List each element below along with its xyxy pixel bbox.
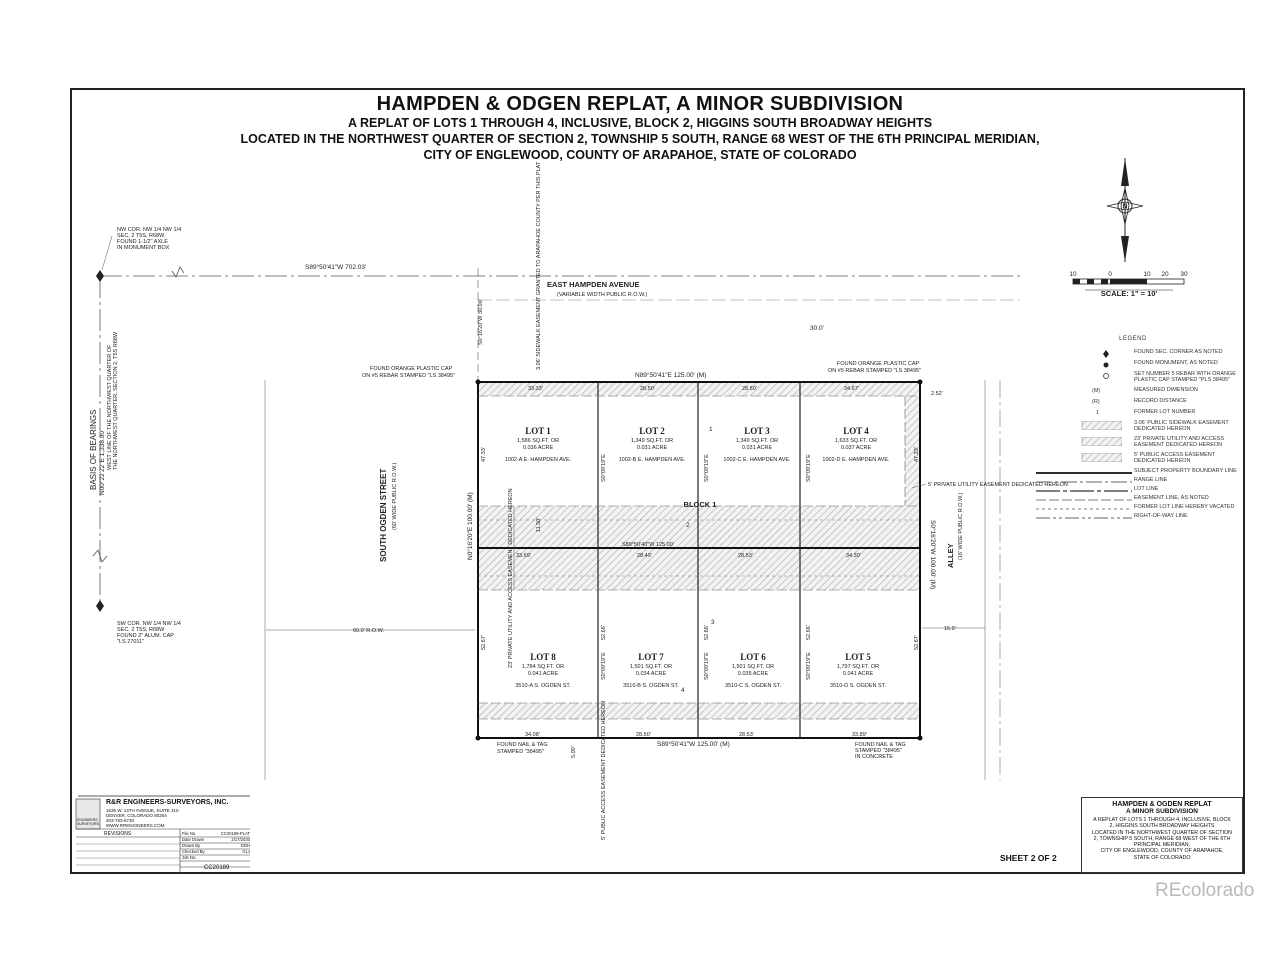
ne-cap-note: [828, 361, 921, 374]
middle-gap-dim: 11.50': [536, 517, 542, 532]
watermark-logo: REcolorado: [1155, 880, 1255, 901]
utility-easement-note: [508, 488, 514, 668]
scale-bar: [1069, 271, 1188, 298]
legend-row: EASEMENT LINE, AS NOTED: [1028, 494, 1238, 503]
public-access-south-note: [601, 701, 607, 840]
legend-title: LEGEND: [1119, 336, 1147, 342]
mid-segment-2: 28.49': [637, 553, 652, 559]
sw-nail-note: [497, 742, 548, 755]
ne-monument-icon: [918, 380, 923, 385]
bottom-segment-4: 33.89': [852, 732, 867, 738]
legend-row: RANGE LINE: [1028, 476, 1238, 485]
svg-text:1002-A E. HAMPDEN AVE.: 1002-A E. HAMPDEN AVE.: [504, 457, 572, 463]
row-line-icon: [1036, 514, 1122, 522]
svg-text:LOT 7: LOT 7: [638, 652, 664, 662]
section-corner-icon: [1036, 350, 1122, 358]
legend-row: FOUND MONUMENT, AS NOTED: [1028, 359, 1238, 370]
former-lot-number-2: 2: [686, 522, 690, 529]
svg-text:IN MONUMENT BOX: IN MONUMENT BOX: [117, 245, 170, 251]
set-rebar-icon: [1036, 372, 1122, 380]
lot7-depth: 52.66': [601, 625, 607, 640]
hatch-utility-icon: [1036, 437, 1122, 445]
hatch-sidewalk-icon: [1036, 421, 1122, 429]
svg-text:1,797 SQ.FT. OR: 1,797 SQ.FT. OR: [836, 664, 880, 670]
svg-text:1,501 SQ.FT. OR: 1,501 SQ.FT. OR: [629, 664, 673, 670]
north-arrow-icon: [1107, 158, 1143, 262]
lot-3-label: [723, 426, 791, 463]
svg-text:LOT 2: LOT 2: [639, 426, 665, 436]
company-address-2: DENVER, COLORADO 80204: [106, 813, 167, 818]
nw-cap-note: [362, 366, 455, 379]
lot-1-label: [505, 426, 572, 463]
svg-text:0.031 ACRE: 0.031 ACRE: [741, 445, 773, 451]
svg-text:3510-D S. OGDEN ST.: 3510-D S. OGDEN ST.: [830, 683, 886, 689]
plat-subtitle-line-2: LOCATED IN THE NORTHWEST QUARTER OF SECTION 2, TOWNSHIP 5 SOUTH, RANGE 68 WEST OF THE 6TH PRINCIPAL MERIDIAN,: [240, 132, 1040, 146]
legend-row: (R) RECORD DISTANCE: [1092, 398, 1187, 405]
top-segment-1: 33.33': [528, 386, 543, 392]
alley-width-label: 16.0': [944, 626, 956, 632]
svg-text:0.034 ACRE: 0.034 ACRE: [635, 671, 667, 677]
lot-5-label: [830, 652, 886, 689]
row-line-bearing: S0°16'20"W 30.00': [478, 299, 484, 345]
svg-text:LOT 3: LOT 3: [744, 426, 770, 436]
svg-text:1002-C E. HAMPDEN AVE.: 1002-C E. HAMPDEN AVE.: [723, 457, 791, 463]
west-boundary-bearing: N0°16'20"E 100.00' (M): [467, 492, 474, 560]
svg-text:STAMPED "38495": STAMPED "38495": [497, 749, 544, 755]
lot-line-3-bearing-top: S0°09'19"E: [806, 454, 812, 482]
svg-text:0.041 ACRE: 0.041 ACRE: [842, 671, 874, 677]
svg-text:NW COR. NW 1/4 NW 1/4: NW COR. NW 1/4 NW 1/4: [117, 227, 182, 233]
bottom-segment-1: 34.08': [525, 732, 540, 738]
svg-text:FOUND ORANGE PLASTIC CAP: FOUND ORANGE PLASTIC CAP: [837, 361, 920, 367]
job-field-row: Drawn By DDH: [182, 843, 250, 848]
revisions-label: REVISIONS: [104, 831, 132, 837]
svg-text:BASIS OF BEARINGS: BASIS OF BEARINGS: [89, 409, 98, 490]
company-phone: 303-753-6730: [106, 818, 135, 823]
svg-text:0.031 ACRE: 0.031 ACRE: [636, 445, 668, 451]
sheet-title-block: [1081, 797, 1243, 873]
hampden-row-label: (VARIABLE WIDTH PUBLIC R.O.W.): [557, 292, 648, 298]
found-monument-icon: [1036, 361, 1122, 369]
sw-section-corner-icon: [96, 600, 104, 612]
scale-tick-3: 10: [1143, 271, 1151, 278]
job-field-row: Job No.: [182, 855, 197, 860]
lot-line-1-bearing-bottom: S0°09'19"E: [601, 652, 607, 680]
svg-text:3.06' SIDEWALK EASEMENT GRANTE: 3.06' SIDEWALK EASEMENT GRANTED TO ARAPAHOE COUNTY PER THIS PLAT: [536, 161, 542, 370]
svg-text:LOT 1: LOT 1: [525, 426, 551, 436]
svg-text:0.037 ACRE: 0.037 ACRE: [840, 445, 872, 451]
mid-segment-3: 28.53': [738, 553, 753, 559]
scale-label: SCALE: 1" = 10': [1100, 289, 1158, 298]
legend-row: 5' PUBLIC ACCESS EASEMENT DEDICATED HEREON: [1028, 451, 1238, 467]
svg-text:1,349 SQ.FT. OR: 1,349 SQ.FT. OR: [735, 438, 779, 444]
lot-4-label: [822, 426, 890, 463]
north-arrow-letter: N: [1122, 203, 1128, 211]
legend-row: SUBJECT PROPERTY BOUNDARY LINE: [1028, 467, 1238, 476]
nw-monument-icon: [476, 380, 481, 385]
lot-2-label: [619, 426, 686, 463]
svg-text:0.035 ACRE: 0.035 ACRE: [737, 671, 769, 677]
scale-tick-1: 10: [1069, 271, 1077, 278]
basis-of-bearings: [89, 331, 119, 495]
legend-row: FOUND SEC. CORNER AS NOTED: [1028, 348, 1238, 359]
sw-corner-note: [117, 621, 181, 645]
nw-corner-note: [102, 227, 181, 270]
nw-section-corner-icon: [96, 270, 104, 282]
sheet-title-line-1: HAMPDEN & OGDEN REPLAT: [1112, 801, 1212, 808]
svg-text:ON #5 REBAR STAMPED "LS 38495": ON #5 REBAR STAMPED "LS 38495": [828, 368, 922, 374]
se-nail-note: [855, 742, 906, 760]
job-field-row: File No. CC20189-PLAT: [182, 831, 250, 836]
ogden-street-label: SOUTH OGDEN STREET: [379, 468, 388, 562]
company-name: R&R ENGINEERS-SURVEYORS, INC.: [106, 799, 229, 806]
scale-tick-2: 0: [1108, 271, 1112, 278]
lot-6-label: [725, 652, 781, 689]
top-section-line-bearing: S89°50'41"W 702.03': [305, 264, 367, 271]
lot1-depth: 47.33': [481, 447, 487, 462]
svg-text:FOUND 1-1/2" AXLE: FOUND 1-1/2" AXLE: [117, 239, 168, 245]
bottom-segment-3: 28.53': [739, 732, 754, 738]
svg-text:1002-D E. HAMPDEN AVE.: 1002-D E. HAMPDEN AVE.: [822, 457, 890, 463]
bottom-segment-2: 28.50': [636, 732, 651, 738]
svg-text:5' PUBLIC ACCESS EASEMENT DEDI: 5' PUBLIC ACCESS EASEMENT DEDICATED HEREON: [601, 701, 607, 840]
alley-label: ALLEY: [946, 543, 955, 568]
lot-line-2-bearing-bottom: S0°09'19"E: [704, 652, 710, 680]
lot-line-1-bearing-top: S0°09'19"E: [601, 454, 607, 482]
legend-row: 23' PRIVATE UTILITY AND ACCESS EASEMENT DEDICATED HEREON: [1028, 435, 1238, 451]
company-logo-text: ENGINEERS SURVEYORS: [77, 818, 99, 826]
legend-row: SET NUMBER 5 REBAR WITH ORANGE PLASTIC CAP STAMPED "PLS 38495": [1028, 370, 1238, 386]
lot-line-2-bearing-top: S0°09'19"E: [704, 454, 710, 482]
hatch-access-icon: [1036, 453, 1122, 461]
sheet-title-line-2: A MINOR SUBDIVISION: [1126, 808, 1198, 815]
mid-segment-1: 33.69': [516, 553, 531, 559]
legend-row: FORMER LOT LINE HEREBY VACATED: [1028, 503, 1238, 512]
svg-text:STAMPED "38495": STAMPED "38495": [855, 748, 902, 754]
north-boundary-bearing: N89°50'41"E 125.00' (M): [635, 372, 707, 379]
svg-text:IN CONCRETE: IN CONCRETE: [855, 754, 893, 760]
legend-row: RIGHT-OF-WAY LINE: [1028, 512, 1238, 521]
hampden-avenue-label: EAST HAMPDEN AVENUE: [547, 280, 640, 289]
legend: [1028, 336, 1238, 521]
legend-row: 1 FORMER LOT NUMBER: [1096, 409, 1196, 416]
svg-text:LOT 5: LOT 5: [845, 652, 871, 662]
alley-row-label: (16' WIDE PUBLIC R.O.W.): [958, 492, 964, 560]
svg-text:LOT 4: LOT 4: [843, 426, 869, 436]
svg-text:LOT 6: LOT 6: [740, 652, 766, 662]
svg-text:N00°22'22"E 1,338.90': N00°22'22"E 1,338.90': [99, 429, 106, 495]
scale-tick-4: 20: [1161, 271, 1169, 278]
svg-text:0.041 ACRE: 0.041 ACRE: [527, 671, 559, 677]
former-lot-number-1: 1: [709, 426, 713, 433]
plat-title: HAMPDEN & ODGEN REPLAT, A MINOR SUBDIVISION: [376, 93, 904, 115]
svg-text:SW COR. NW 1/4 NW 1/4: SW COR. NW 1/4 NW 1/4: [117, 621, 181, 627]
legend-row: LOT LINE: [1028, 485, 1238, 494]
plat-subtitle-line-3: CITY OF ENGLEWOOD, COUNTY OF ARAPAHOE, STATE OF COLORADO: [423, 148, 857, 162]
sheet-number: SHEET 2 OF 2: [1000, 853, 1057, 863]
svg-text:WEST LINE OF THE NORTHWEST QUA: WEST LINE OF THE NORTHWEST QUARTER OF: [107, 344, 113, 470]
south-easement-dim: 5.00': [571, 746, 577, 758]
south-boundary-bearing: S89°50'41"W 125.00' (M): [657, 741, 730, 748]
svg-text:1,633 SQ.FT. OR: 1,633 SQ.FT. OR: [834, 438, 878, 444]
svg-text:FOUND 2" ALUM. CAP: FOUND 2" ALUM. CAP: [117, 633, 174, 639]
svg-text:LOT 8: LOT 8: [530, 652, 556, 662]
sheet-title-description: A REPLAT OF LOTS 1 THROUGH 4, INCLUSIVE, BLOCK 2, HIGGINS SOUTH BROADWAY HEIGHTS LOCATED IN THE NORTHWEST QUARTER OF SECTION 2, TOWNSHIP 5 SOUTH, RANGE 68 WEST OF THE 6TH PRINCIPAL MERIDIAN, CITY OF ENGLEWOOD, COUNTY OF ARAPAHOE, STATE OF COLORADO: [1092, 817, 1232, 861]
hampden-width-label: 30.0': [810, 325, 824, 332]
middle-line-bearing: S89°50'40"W 125.00': [622, 542, 674, 548]
company-title-block: [74, 796, 250, 874]
top-segment-2: 28.50': [640, 386, 655, 392]
se-monument-icon: [918, 736, 923, 741]
company-website: WWW.RRENGINEERS.COM: [106, 823, 165, 828]
scale-tick-5: 30: [1180, 271, 1188, 278]
job-number: CC20189: [204, 865, 230, 871]
company-address-1: 1635 W. 13TH AVENUE, SUITE 310: [106, 808, 179, 813]
public-access-easement-area: [478, 703, 920, 719]
svg-text:1,349 SQ.FT. OR: 1,349 SQ.FT. OR: [630, 438, 674, 444]
svg-text:SEC. 2 T5S, R68W: SEC. 2 T5S, R68W: [117, 627, 165, 633]
svg-text:FOUND NAIL & TAG: FOUND NAIL & TAG: [855, 742, 906, 748]
job-fields: [182, 831, 250, 861]
lot6-depth: 52.66': [704, 625, 710, 640]
svg-text:1,586 SQ.FT. OR: 1,586 SQ.FT. OR: [516, 438, 560, 444]
lot-7-label: [623, 652, 679, 689]
svg-text:23' PRIVATE UTILITY AND ACCESS: 23' PRIVATE UTILITY AND ACCESS EASEMENT DEDICATED HEREON: [508, 488, 514, 668]
svg-text:FOUND ORANGE PLASTIC CAP: FOUND ORANGE PLASTIC CAP: [370, 366, 453, 372]
svg-text:5' PRIVATE UTILITY EASEMENT DE: 5' PRIVATE UTILITY EASEMENT DEDICATED HEREON: [928, 482, 1068, 488]
sw-monument-icon: [476, 736, 481, 741]
lot5-depth: 52.67': [914, 635, 920, 650]
lot-line-3-bearing-bottom: S0°09'19"E: [806, 652, 812, 680]
lot8-depth: 52.67': [481, 635, 487, 650]
ogden-row-label: (60' WIDE PUBLIC R.O.W.): [392, 462, 398, 530]
ogden-width-label: 60.0' R.O.W.: [353, 628, 385, 634]
legend-row: (M) MEASURED DIMENSION: [1092, 387, 1198, 394]
lot4-depth: 47.33': [914, 447, 920, 462]
svg-text:1,501 SQ.FT. OR: 1,501 SQ.FT. OR: [731, 664, 775, 670]
svg-text:1002-B E. HAMPDEN AVE.: 1002-B E. HAMPDEN AVE.: [618, 457, 686, 463]
svg-text:"LS 27011": "LS 27011": [117, 639, 145, 645]
svg-text:ON #5 REBAR STAMPED "LS 38495": ON #5 REBAR STAMPED "LS 38495": [362, 373, 456, 379]
svg-text:0.036 ACRE: 0.036 ACRE: [522, 445, 554, 451]
former-lot-number-4: 4: [681, 687, 685, 694]
mid-segment-4: 34.30': [846, 553, 861, 559]
lot-8-label: [515, 652, 571, 689]
east-boundary-bearing: S0°16'20"W 100.00' (M): [929, 520, 936, 590]
legend-row: 3.06' PUBLIC SIDEWALK EASEMENT DEDICATED HEREON: [1028, 419, 1238, 435]
plat-subtitle-line-1: A REPLAT OF LOTS 1 THROUGH 4, INCLUSIVE, BLOCK 2, HIGGINS SOUTH BROADWAY HEIGHTS: [347, 116, 933, 130]
job-field-row: Date Drawn 2/17/2020: [182, 837, 250, 842]
lot5-west-depth: 52.66': [806, 625, 812, 640]
svg-text:3510-B S. OGDEN ST.: 3510-B S. OGDEN ST.: [623, 683, 679, 689]
svg-text:3510-A S. OGDEN ST.: 3510-A S. OGDEN ST.: [515, 683, 571, 689]
top-segment-4: 34.67': [844, 386, 859, 392]
block-1-label: BLOCK 1: [683, 500, 717, 509]
svg-text:1,784 SQ.FT. OR: 1,784 SQ.FT. OR: [521, 664, 565, 670]
svg-text:3510-C S. OGDEN ST.: 3510-C S. OGDEN ST.: [725, 683, 781, 689]
top-segment-3: 28.50': [742, 386, 757, 392]
former-lot-number-3: 3: [711, 619, 715, 626]
svg-text:SEC. 2 T5S, R68W: SEC. 2 T5S, R68W: [117, 233, 165, 239]
svg-text:THE NORTHWEST QUARTER, SECTION: THE NORTHWEST QUARTER, SECTION 2, T5S R68W: [113, 331, 119, 470]
sidewalk-easement-note: [536, 161, 542, 370]
job-field-row: Checked By GLJ: [182, 849, 250, 854]
svg-text:FOUND NAIL & TAG: FOUND NAIL & TAG: [497, 742, 548, 748]
east-offset-dim: 2.52': [931, 391, 943, 397]
